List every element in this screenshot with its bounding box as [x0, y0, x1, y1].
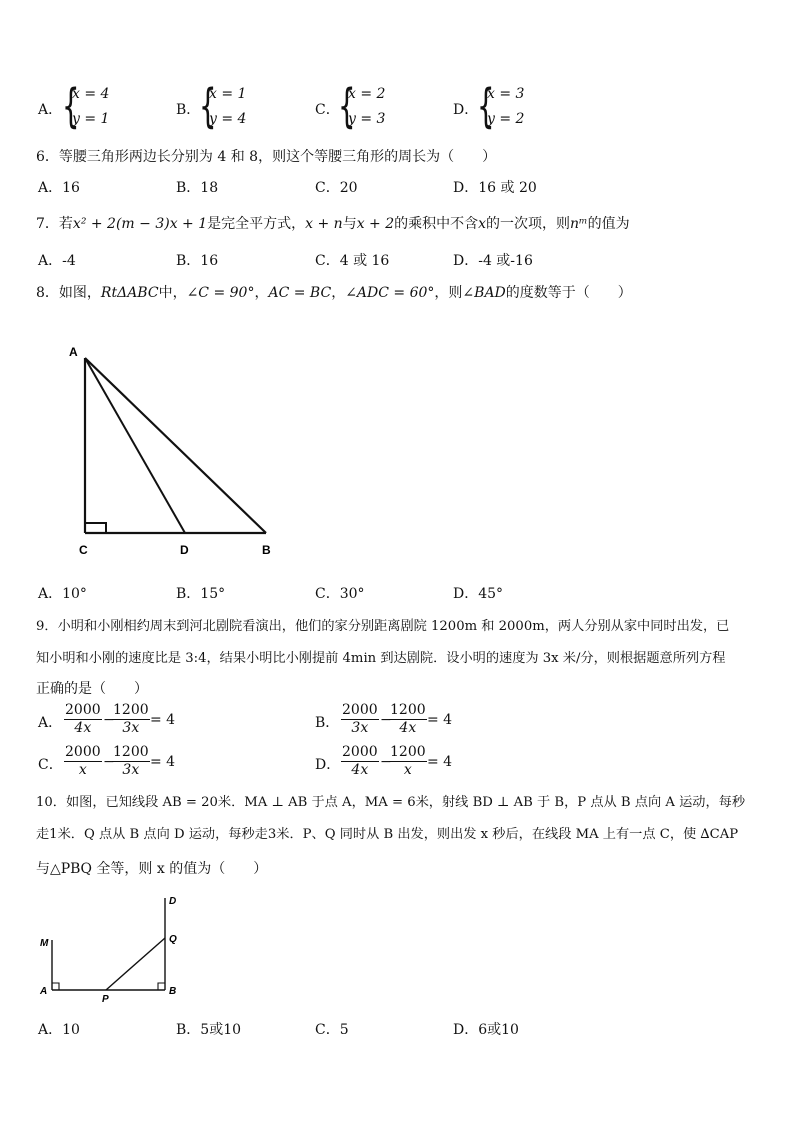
denominator: 3x [122, 762, 140, 778]
q5-option-a-label: A． [38, 102, 63, 118]
q7-option-d: D．-4 或-16 [453, 253, 533, 269]
q9-option-b-fraction2 [389, 702, 427, 737]
q7-stem-part: 与 [342, 216, 357, 232]
q10-label-p: P [102, 994, 109, 1005]
q8-stem-part: 8．如图， [36, 285, 101, 301]
q7-stem-part: 7．若 [36, 216, 73, 232]
q5-option-c-brace: { [338, 79, 356, 133]
q9-option-b-fraction1 [341, 702, 379, 737]
q9-option-d-label: D． [315, 757, 341, 773]
minus-sign: − [103, 712, 115, 728]
q5-option-d-eq2: y = 2 [487, 111, 525, 127]
q7-math-expr: x [478, 216, 487, 232]
q5-option-c-eq1: x = 2 [348, 86, 386, 102]
q9-option-b-label: B． [315, 715, 340, 731]
q7-math-expr: x² + 2(m − 3)x + 1 [72, 216, 208, 232]
q10-option-a: A．10 [38, 1022, 80, 1038]
q8-math-expr: AC = BC [268, 285, 332, 301]
q9-option-a-fraction1 [64, 702, 102, 737]
q8-stem-part: 的度数等于（ ） [505, 285, 632, 301]
q8-right-angle-mark [85, 523, 106, 533]
q8-segment-ad [85, 358, 185, 533]
q8-stem-part: 中， [158, 285, 187, 301]
q5-option-b-eq2: y = 4 [209, 111, 247, 127]
q7-option-b: B．16 [176, 253, 219, 269]
q10-option-b: B．5或10 [176, 1022, 242, 1038]
q8-label-a: A [69, 345, 78, 359]
q10-segment-pq [106, 938, 165, 990]
q10-stem-line2: 走1米．Q 点从 B 点向 D 运动，每秒走3米．P、Q 同时从 B 出发，则出发 x 秒后，在线段 MA 上有一点 C，使 ∆CAP [36, 827, 739, 842]
q7-math-expr: nᵐ [570, 216, 588, 232]
denominator: 4x [399, 720, 417, 736]
q10-right-angle-b [158, 983, 165, 990]
q5-option-b-brace: { [199, 79, 217, 133]
q10-figure [36, 890, 196, 1005]
denominator: 3x [351, 720, 369, 736]
q9-option-b-rhs: = 4 [427, 712, 453, 728]
q10-label-q: Q [169, 934, 177, 945]
q5-option-b-eq1: x = 1 [209, 86, 247, 102]
q6-option-b: B．18 [176, 180, 219, 196]
q6-option-d: D．16 或 20 [453, 180, 537, 196]
numerator: 2000 [342, 702, 378, 718]
q10-option-d: D．6或10 [453, 1022, 519, 1038]
q5-option-a-eq1: x = 4 [72, 86, 110, 102]
q8-stem-part: ， [254, 285, 269, 301]
q5-option-d-label: D． [453, 102, 479, 118]
q7-stem-part: 的一次项，则 [486, 216, 571, 232]
denominator: 3x [122, 720, 140, 736]
q10-label-b: B [169, 986, 177, 997]
q9-option-c-label: C． [38, 757, 63, 773]
q8-side-ab [85, 358, 266, 533]
denominator: 4x [351, 762, 369, 778]
q8-math-expr: RtΔABC [100, 285, 159, 301]
q7-math-expr: x + n [305, 216, 343, 232]
q5-option-b-label: B． [176, 102, 201, 118]
q8-label-c: C [79, 543, 88, 557]
numerator: 1200 [390, 744, 426, 760]
q8-option-a: A．10° [38, 586, 87, 602]
q5-option-d-eq1: x = 3 [487, 86, 525, 102]
q8-stem-part: ，则 [434, 285, 463, 301]
q8-math-expr: ∠C = 90° [186, 285, 255, 301]
q9-option-a-fraction2 [112, 702, 150, 737]
q8-label-d: D [180, 543, 189, 557]
q9-option-a-rhs: = 4 [150, 712, 176, 728]
q8-math-expr: ∠BAD [462, 285, 506, 301]
numerator: 1200 [113, 744, 149, 760]
denominator: 4x [74, 720, 92, 736]
q8-label-b: B [262, 543, 271, 557]
q8-option-c: C．30° [315, 586, 365, 602]
q6-stem: 6．等腰三角形两边长分别为 4 和 8，则这个等腰三角形的周长为（ ） [36, 149, 497, 165]
q5-option-c-label: C． [315, 102, 340, 118]
q10-right-angle-a [52, 983, 59, 990]
numerator: 1200 [390, 702, 426, 718]
q7-stem-part: 的乘积中不含 [394, 216, 479, 232]
q9-option-d-fraction2 [389, 744, 427, 779]
numerator: 2000 [342, 744, 378, 760]
q8-option-d: D．45° [453, 586, 504, 602]
q9-option-d-rhs: = 4 [427, 754, 453, 770]
q9-stem-line2: 知小明和小刚的速度比是 3:4，结果小明比小刚提前 4min 到达剧院．设小明的速度为 3x 米/分，则根据题意所列方程 [36, 651, 726, 666]
q9-stem-line1: 9．小明和小刚相约周末到河北剧院看演出，他们的家分别距离剧院 1200m 和 2000m，两人分别从家中同时出发，已 [36, 619, 730, 634]
q9-option-a-label: A． [38, 715, 63, 731]
q10-stem-line1: 10．如图，已知线段 AB = 20米．MA ⊥ AB 于点 A，MA = 6米，射线 BD ⊥ AB 于 B，P 点从 B 点向 A 运动，每秒 [36, 795, 746, 810]
denominator: x [403, 762, 412, 778]
q6-option-c: C．20 [315, 180, 358, 196]
q7-stem [36, 213, 630, 233]
q5-option-d-brace: { [477, 79, 495, 133]
q9-option-c-rhs: = 4 [150, 754, 176, 770]
numerator: 2000 [65, 744, 101, 760]
numerator: 1200 [113, 702, 149, 718]
minus-sign: − [380, 754, 392, 770]
q9-option-d-fraction1 [341, 744, 379, 779]
q8-triangle-figure [60, 338, 290, 568]
q5-option-c-eq2: y = 3 [348, 111, 386, 127]
q7-option-c: C．4 或 16 [315, 253, 390, 269]
q8-stem [36, 282, 632, 302]
q10-stem-line3: 与△PBQ 全等，则 x 的值为（ ） [36, 861, 268, 877]
q9-option-c-fraction1 [64, 744, 102, 779]
minus-sign: − [103, 754, 115, 770]
q5-option-a-eq2: y = 1 [72, 111, 110, 127]
q7-stem-part: 是完全平方式， [207, 216, 306, 232]
q7-stem-part: 的值为 [587, 216, 630, 232]
q7-option-a: A．-4 [38, 253, 76, 269]
q9-option-c-fraction2 [112, 744, 150, 779]
numerator: 2000 [65, 702, 101, 718]
q10-label-a: A [40, 986, 48, 997]
q8-stem-part: ， [331, 285, 346, 301]
q10-label-m: M [40, 938, 49, 949]
q9-stem-line3: 正确的是（ ） [36, 681, 148, 697]
denominator: x [78, 762, 87, 778]
minus-sign: − [380, 712, 392, 728]
q8-math-expr: ∠ADC = 60° [345, 285, 435, 301]
q6-option-a: A．16 [38, 180, 80, 196]
q10-option-c: C．5 [315, 1022, 349, 1038]
q5-option-a-brace: { [62, 79, 80, 133]
q7-math-expr: x + 2 [356, 216, 395, 232]
q10-label-d: D [169, 896, 177, 907]
q8-option-b: B．15° [176, 586, 226, 602]
